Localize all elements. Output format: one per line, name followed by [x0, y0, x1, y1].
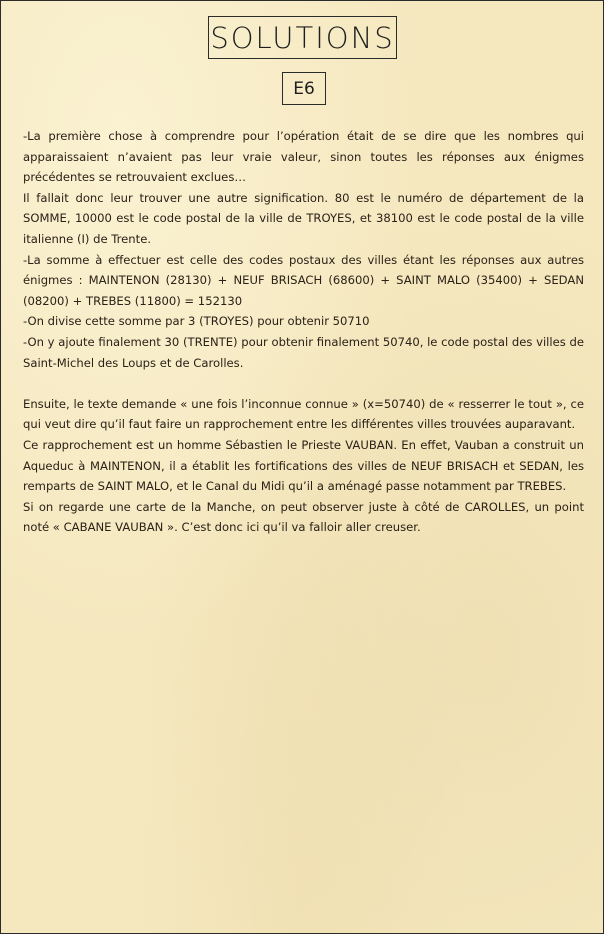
paragraph-spacer	[23, 373, 584, 394]
paragraph-ajout: -On y ajoute finalement 30 (TRENTE) pour obtenir finalement 50740, le code postal des villes de Saint-Michel des Loups et de Carolles.	[23, 334, 584, 370]
paragraph-intro: -La première chose à comprendre pour l’opération était de se dire que les nombres qui apparaissaient n’avaient pas leur vraie valeur, sinon toutes les réponses aux énigmes précédentes se retrouvaient exclues…	[23, 129, 584, 185]
paragraph-ensuite: Ensuite, le texte demande « une fois l’inconnue connue » (x=50740) de « resserrer le tout », ce qui veut dire qu’il faut faire un rapprochement entre les différentes villes trouvées auparavant.	[23, 396, 584, 432]
paragraph-vauban: Ce rapprochement est un homme Sébastien le Prieste VAUBAN. En effet, Vauban a construit un Aqueduc à MAINTENON, il a établit les fortifications des villes de NEUF BRISACH et SEDAN, les remparts de SAINT MALO, et le Canal du Midi qu’il a aménagé passe notamment par TREBES.	[23, 437, 584, 494]
paragraph-carte: Si on regarde une carte de la Manche, on peut observer juste à côté de CAROLLES, un point noté « CABANE VAUBAN ». C’est donc ici qu’il va falloir aller creuser.	[23, 499, 584, 535]
title-box	[208, 16, 397, 59]
paragraph-division: -On divise cette somme par 3 (TROYES) pour obtenir 50710	[23, 314, 370, 329]
paragraph-somme: -La somme à effectuer est celle des codes postaux des villes étant les réponses aux autres énigmes : MAINTENON (28130) + NEUF BRISACH (68600) + SAINT MALO (35400) + SEDAN (08200) + TREBES (11800) = 152130	[23, 252, 584, 308]
code-box	[282, 72, 326, 105]
puzzle-code: E6	[293, 78, 315, 99]
paragraph-signification: Il fallait donc leur trouver une autre signification. 80 est le numéro de département de la SOMME, 10000 est le code postal de la ville de TROYES, et 38100 est le code postal de la ville italienne (I) de Trente.	[23, 190, 584, 246]
solution-text	[23, 126, 584, 538]
page-title: SOLUTIONS	[210, 20, 395, 55]
